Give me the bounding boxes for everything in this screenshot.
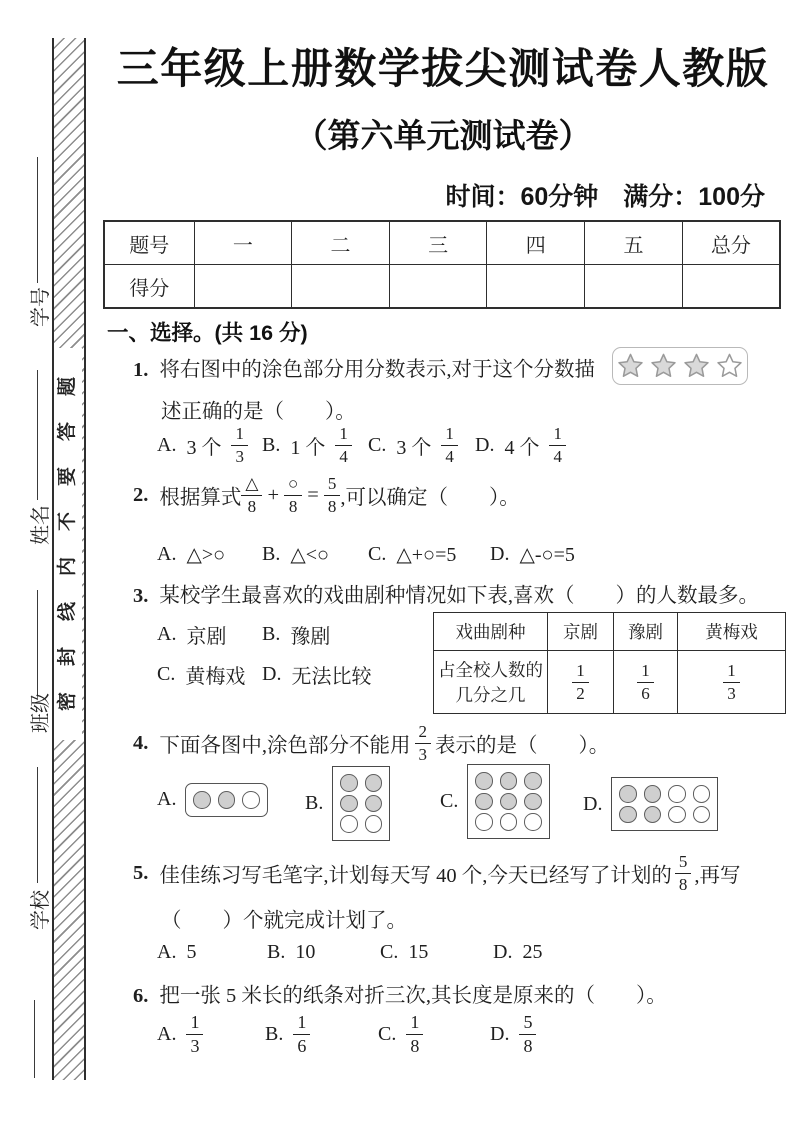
question-text: ,可以确定（ ）。 — [340, 487, 520, 510]
question-1-line-1 — [133, 352, 595, 382]
field-label-school: 学校 — [30, 890, 52, 930]
q2-option-c — [368, 542, 456, 567]
question-5-line-2: （ ）个就完成计划了。 — [161, 910, 407, 932]
fraction: $\frac{1}{3}$ — [723, 661, 740, 703]
option-text: △+○=5 — [396, 544, 457, 566]
fraction: $\frac{1}{4}$ — [335, 424, 352, 466]
shaded-circle — [475, 793, 493, 811]
score-table-cell: 三 — [389, 221, 487, 265]
option-text: 京剧 — [186, 626, 227, 648]
empty-circle — [500, 813, 518, 831]
option-letter: D. — [475, 433, 495, 456]
shaded-circle — [340, 795, 358, 813]
option-letter: B. — [262, 543, 281, 565]
q2-option-b — [262, 542, 329, 567]
q6-option-c — [378, 1012, 423, 1056]
shaded-circle — [619, 785, 637, 803]
q3-option-d — [262, 660, 371, 689]
option-text: 1 个 — [290, 436, 326, 459]
option-letter: B. — [265, 1022, 284, 1045]
option-letter: C. — [440, 789, 459, 812]
option-text: 25 — [522, 941, 543, 963]
option-letter: D. — [490, 1022, 510, 1045]
shaded-circle — [644, 806, 662, 824]
fraction-5-8: $\frac{5}{8}$ — [324, 474, 341, 516]
shaded-circle — [644, 785, 662, 803]
score-table-header-row — [104, 221, 780, 265]
time-score-info: 时间：60分钟 满分：100分 — [445, 183, 765, 211]
q5-option-c — [380, 941, 428, 964]
option-text: 黄梅戏 — [185, 666, 246, 688]
option-text: 5 — [186, 941, 197, 963]
score-table-cell: 题号 — [104, 221, 194, 265]
question-number: 6. — [133, 985, 149, 1007]
question-5-line-1 — [133, 852, 741, 894]
score-table-score-row — [104, 265, 780, 309]
q4-figure-c — [440, 764, 550, 839]
score-cell-empty — [585, 265, 683, 309]
table-cell: 豫剧 — [614, 613, 678, 651]
score-cell-empty — [389, 265, 487, 309]
fraction: $\frac{1}{6}$ — [637, 661, 654, 703]
table-cell — [678, 651, 786, 714]
option-letter: C. — [380, 941, 399, 963]
table-cell: 黄梅戏 — [678, 613, 786, 651]
option-text: 4 个 — [504, 436, 540, 459]
question-1-line-2: 述正确的是（ ）。 — [161, 401, 356, 423]
q3-option-b — [262, 620, 330, 649]
opera-preference-table — [433, 612, 786, 714]
question-number: 2. — [133, 483, 149, 506]
q4-figure-d — [583, 777, 718, 831]
q4-figure-b — [305, 766, 390, 841]
circle-grid-figure — [185, 783, 268, 817]
option-letter: C. — [157, 663, 176, 685]
option-text: 3 个 — [186, 436, 222, 459]
question-text: 佳佳练习写毛笔字,计划每天写 40 个,今天已经写了计划的 — [159, 865, 672, 888]
score-cell-empty — [487, 265, 585, 309]
shaded-circle — [524, 793, 542, 811]
circle-grid-figure — [467, 764, 550, 839]
field-label-name: 姓名 — [30, 505, 52, 545]
fraction: $\frac{1}{3}$ — [186, 1012, 203, 1056]
question-text: ,再写 — [694, 865, 741, 888]
circle-grid-figure — [611, 777, 718, 831]
fraction: $\frac{1}{2}$ — [572, 661, 589, 703]
option-letter: A. — [157, 433, 177, 456]
shaded-circle — [340, 774, 358, 792]
score-cell-empty — [292, 265, 390, 309]
empty-circle — [693, 806, 711, 824]
shaded-circle — [475, 772, 493, 790]
table-cell — [614, 651, 678, 714]
option-letter: D. — [493, 941, 513, 963]
shaded-circle — [365, 795, 383, 813]
option-letter: D. — [583, 792, 603, 815]
option-letter: C. — [368, 433, 387, 456]
question-number: 3. — [133, 585, 149, 607]
table-cell — [548, 651, 614, 714]
fraction-triangle-over-8: $\frac{\triangle}{8}$ — [241, 474, 262, 516]
score-table-cell: 五 — [585, 221, 683, 265]
q6-option-a — [157, 1012, 203, 1056]
page-title: 三年级上册数学拔尖测试卷人教版 — [116, 45, 770, 92]
question-text: 某校学生最喜欢的戏曲剧种情况如下表,喜欢（ ）的人数最多。 — [159, 585, 759, 607]
empty-circle — [668, 785, 686, 803]
option-text: 10 — [295, 941, 316, 963]
score-table-cell: 总分 — [682, 221, 780, 265]
shaded-circle — [218, 791, 236, 809]
option-letter: C. — [378, 1022, 397, 1045]
score-table-cell: 一 — [194, 221, 292, 265]
fraction-circle-over-8: $\frac{○}{8}$ — [284, 474, 302, 516]
q5-option-b — [267, 941, 315, 964]
score-table-cell: 四 — [487, 221, 585, 265]
question-number: 4. — [133, 731, 149, 754]
empty-circle — [365, 815, 383, 833]
fraction: $\frac{1}{4}$ — [441, 424, 458, 466]
star-icon — [683, 353, 710, 380]
option-letter: B. — [305, 791, 324, 814]
option-text: 15 — [408, 941, 429, 963]
table-cell: 京剧 — [548, 613, 614, 651]
shaded-circle — [193, 791, 211, 809]
option-letter: A. — [157, 543, 177, 565]
q1-option-c — [368, 424, 458, 466]
option-letter: A. — [157, 788, 177, 811]
fraction-5-8: $\frac{5}{8}$ — [675, 852, 692, 894]
field-underline — [37, 590, 38, 695]
question-2-line — [133, 474, 520, 516]
score-row-label: 得分 — [104, 265, 194, 309]
fraction: $\frac{1}{3}$ — [231, 424, 248, 466]
option-text: 豫剧 — [290, 626, 331, 648]
star-icon — [716, 353, 743, 380]
field-underline — [37, 157, 38, 283]
plus-sign: + — [267, 483, 280, 506]
field-underline — [37, 767, 38, 883]
star-icon — [650, 353, 677, 380]
field-label-class: 班级 — [30, 693, 52, 733]
score-table-cell: 二 — [292, 221, 390, 265]
option-text: △>○ — [186, 544, 226, 566]
shaded-circle — [524, 772, 542, 790]
table-row-label: 占全校人数的 几分之几 — [434, 651, 548, 714]
question-text: 根据算式 — [159, 487, 242, 510]
shaded-circle — [365, 774, 383, 792]
empty-circle — [668, 806, 686, 824]
question-text: 把一张 5 米长的纸条对折三次,其长度是原来的（ ）。 — [159, 985, 667, 1007]
fraction: $\frac{1}{4}$ — [549, 424, 566, 466]
field-underline — [37, 370, 38, 500]
table-cell: 戏曲剧种 — [434, 613, 548, 651]
option-letter: A. — [157, 623, 177, 645]
question-text: 将右图中的涂色部分用分数表示,对于这个分数描 — [159, 359, 595, 381]
section-title: 一、选择。(共 16 分) — [107, 321, 308, 345]
q2-option-a — [157, 542, 225, 567]
q2-option-d — [490, 542, 575, 567]
q6-option-d — [490, 1012, 536, 1056]
option-letter: A. — [157, 1022, 177, 1045]
seal-line-text: 密封线内不要答题 — [54, 348, 82, 740]
q1-option-b — [262, 424, 352, 466]
q5-option-d — [493, 941, 542, 964]
circle-grid-figure — [332, 766, 390, 841]
q1-option-d — [475, 424, 566, 466]
question-number: 1. — [133, 359, 149, 381]
q5-option-a — [157, 941, 196, 964]
question-text: 下面各图中,涂色部分不能用 — [159, 735, 411, 758]
table-data-row — [434, 651, 786, 714]
option-text: 3 个 — [396, 436, 432, 459]
score-cell-empty — [682, 265, 780, 309]
option-letter: D. — [490, 543, 510, 565]
q4-figure-a — [157, 783, 268, 817]
page-subtitle: （第六单元测试卷） — [294, 117, 592, 154]
equals-sign: = — [307, 483, 319, 506]
option-letter: B. — [262, 433, 281, 456]
q3-option-c — [157, 660, 245, 689]
fraction-2-3: $\frac{2}{3}$ — [415, 722, 432, 764]
question-text: 表示的是（ ）。 — [435, 735, 610, 758]
table-header-row — [434, 613, 786, 651]
empty-circle — [340, 815, 358, 833]
shaded-circle — [619, 806, 637, 824]
option-text: △-○=5 — [519, 544, 575, 566]
question-3-line — [133, 578, 759, 608]
shaded-circle — [500, 772, 518, 790]
question-number: 5. — [133, 861, 149, 884]
option-text: 无法比较 — [291, 666, 372, 688]
q3-option-a — [157, 620, 226, 649]
empty-circle — [475, 813, 493, 831]
fraction: $\frac{1}{8}$ — [406, 1012, 423, 1056]
fraction: $\frac{1}{6}$ — [293, 1012, 310, 1056]
score-table — [103, 220, 781, 309]
option-text: △<○ — [290, 544, 330, 566]
option-letter: D. — [262, 663, 282, 685]
empty-circle — [242, 791, 260, 809]
star-figure-box — [612, 347, 748, 385]
shaded-circle — [500, 793, 518, 811]
option-letter: C. — [368, 543, 387, 565]
option-letter: A. — [157, 941, 177, 963]
option-letter: B. — [267, 941, 286, 963]
question-4-line — [133, 722, 609, 764]
field-underline — [34, 1000, 35, 1078]
q6-option-b — [265, 1012, 310, 1056]
empty-circle — [524, 813, 542, 831]
star-icon — [617, 353, 644, 380]
option-letter: B. — [262, 623, 281, 645]
question-6-line — [133, 978, 667, 1008]
empty-circle — [693, 785, 711, 803]
q1-option-a — [157, 424, 248, 466]
fraction: $\frac{5}{8}$ — [519, 1012, 536, 1056]
field-label-student-number: 学号 — [30, 287, 52, 327]
score-cell-empty — [194, 265, 292, 309]
